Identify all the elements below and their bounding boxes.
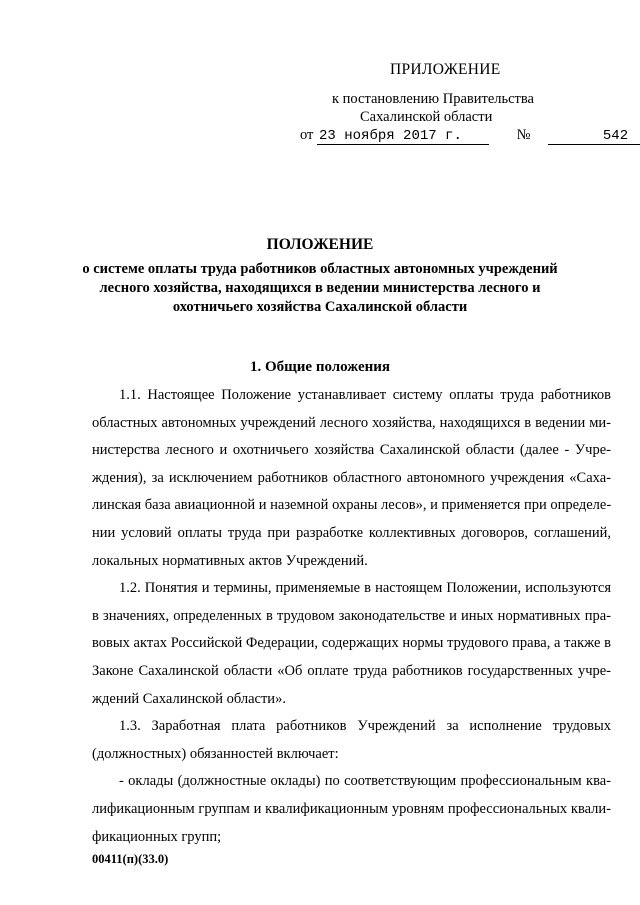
- decree-number: 542: [548, 128, 640, 145]
- region-name: Сахалинской области: [360, 109, 493, 125]
- section-heading: 1. Общие положения: [249, 359, 391, 375]
- text-line: нистерства лесного и охотничьего хозяйства Сахалинской области (далее - Учре-: [92, 442, 611, 459]
- text-line: (должностных) обязанностей включает:: [92, 745, 339, 762]
- text-line: областных автономных учреждений лесного хозяйства, находящихся в ведении ми-: [92, 414, 611, 431]
- subtitle-line: охотничьего хозяйства Сахалинской области: [172, 299, 468, 315]
- document-body: [92, 382, 611, 851]
- document-title: ПОЛОЖЕНИЕ: [266, 236, 374, 253]
- text-line: 1.2. Понятия и термины, применяемые в настоящем Положении, используются: [119, 580, 611, 597]
- text-line: в значениях, определенных в трудовом законодательстве и иных нормативных пра-: [92, 607, 611, 624]
- text-line: 1.1. Настоящее Положение устанавливает систему оплаты труда работников: [119, 387, 611, 403]
- text-line: Законе Сахалинской области «Об оплате труда работников государственных учре-: [92, 662, 611, 679]
- text-line: фикационных групп;: [92, 828, 222, 845]
- decree-date-line: [300, 127, 640, 145]
- decree-date: 23 ноября 2017 г.: [317, 128, 489, 145]
- document-subtitle: [80, 260, 560, 317]
- text-line: лификационным группам и квалификационным уровням профессиональных квали-: [92, 800, 611, 817]
- text-line: ждений Сахалинской области».: [92, 690, 286, 707]
- footer-code: 00411(п)(33.0): [92, 852, 169, 866]
- text-line: вовых актах Российской Федерации, содержащих нормы трудового права, а также в: [92, 635, 611, 652]
- text-line: ждения), за исключением работников областного автономного учреждения «Саха-: [92, 469, 611, 486]
- from-label: от: [300, 127, 314, 143]
- text-line: нии условий оплаты труда при разработке коллективных договоров, соглашений,: [92, 524, 611, 541]
- text-line: линская база авиационной и наземной охраны лесов», и применяется при определе-: [92, 497, 611, 514]
- decree-reference: к постановлению Правительства: [332, 91, 534, 107]
- appendix-label: ПРИЛОЖЕНИЕ: [390, 61, 501, 78]
- text-line: 1.3. Заработная плата работников Учреждений за исполнение трудовых: [119, 718, 611, 735]
- number-label: №: [516, 127, 531, 143]
- text-line: локальных нормативных актов Учреждений.: [92, 552, 368, 569]
- text-line: - оклады (должностные оклады) по соответствующим профессиональным ква-: [119, 773, 611, 790]
- subtitle-line: о системе оплаты труда работников областных автономных учреждений: [82, 261, 558, 277]
- subtitle-line: лесного хозяйства, находящихся в ведении министерства лесного и: [99, 280, 541, 296]
